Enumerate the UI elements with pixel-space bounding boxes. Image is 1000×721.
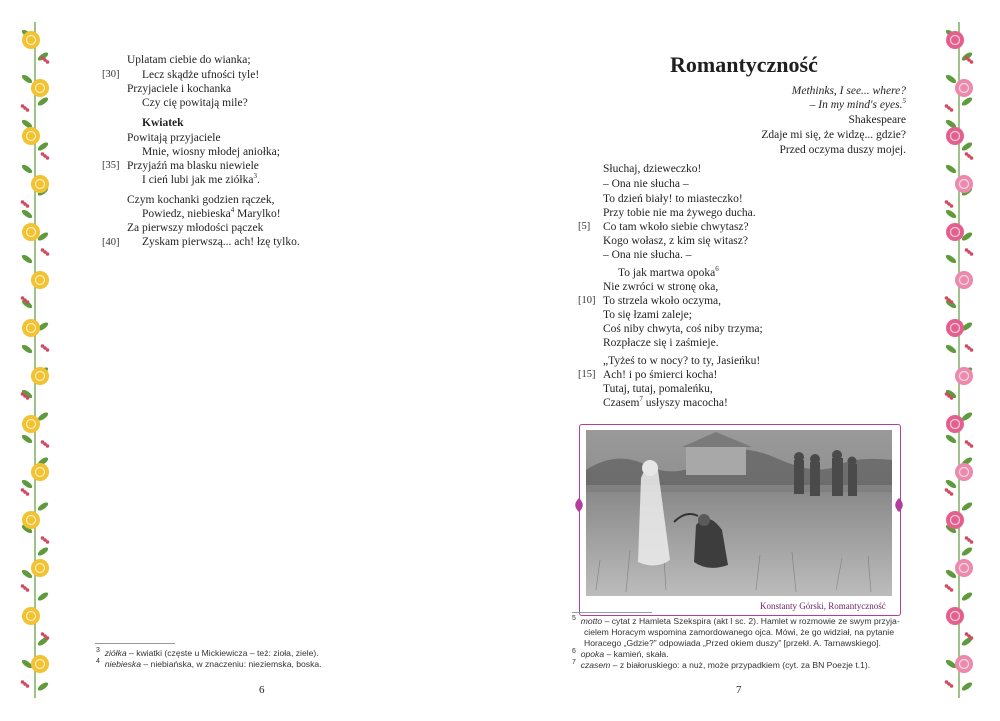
illustration-caption: Konstanty Górski, Romantyczność bbox=[760, 601, 886, 611]
poem-line: Nie zwróci w stronę oka, bbox=[603, 281, 719, 293]
footnote-divider bbox=[95, 643, 175, 644]
speaker-heading: Kwiatek bbox=[142, 117, 184, 129]
motto-author: Shakespeare bbox=[848, 114, 906, 126]
poem-line: Rozpłacze się i zaśmieje. bbox=[603, 337, 719, 349]
poem-line: To dzień biały! to miasteczko! bbox=[603, 193, 743, 205]
poem-line: Tutaj, tutaj, pomaleńku, bbox=[603, 383, 713, 395]
line-number: [35] bbox=[102, 160, 120, 171]
poem-line: Przy tobie nie ma żywego ducha. bbox=[603, 207, 756, 219]
poem-line: Powitają przyjaciele bbox=[127, 132, 221, 144]
line-number: [40] bbox=[102, 237, 120, 248]
poem-line: Powiedz, niebieska$^4$ Marylko! bbox=[142, 206, 281, 220]
poem-line: Ach! i po śmierci kocha! bbox=[603, 369, 718, 381]
poem-line: Przyjaciele i kochanka bbox=[127, 83, 232, 95]
ornament-icon bbox=[893, 497, 905, 513]
poem-line: To się łzami zaleje; bbox=[603, 309, 692, 321]
ornament-icon bbox=[573, 497, 585, 513]
poem-line: To strzela wkoło oczyma, bbox=[603, 295, 721, 307]
poem-line: Za pierwszy młodości pączek bbox=[127, 222, 264, 234]
footnote-ref[interactable]: 7 bbox=[639, 395, 643, 404]
line-number: [15] bbox=[578, 369, 596, 380]
footnote: cielem Horacym wspomina zamordowanego ojca. Mówi, że go widział, na pytanie bbox=[584, 627, 894, 637]
motto-line: Zdaje mi się, że widzę... gdzie? bbox=[761, 129, 906, 141]
footnote: $^4$ niebieska – niebiańska, w znaczeniu: nieziemska, boska. bbox=[96, 658, 322, 669]
poem-line: – Ona nie słucha – bbox=[603, 178, 689, 190]
footnote-ref[interactable]: 4 bbox=[230, 206, 235, 215]
motto-line: Methinks, I see... where? bbox=[791, 85, 906, 97]
motto-line: – In my mind's eyes.$^5$ bbox=[809, 97, 906, 111]
page-number: 7 bbox=[736, 684, 742, 696]
poem-line: To jak martwa opoka$^6$ bbox=[618, 265, 719, 279]
poem-line: Co tam wkoło siebie chwytasz? bbox=[603, 221, 749, 233]
poem-line: Słuchaj, dzieweczko! bbox=[603, 163, 702, 175]
line-number: [10] bbox=[578, 295, 596, 306]
footnote: $^5$ motto – cytat z Hamleta Szekspira (akt I sc. 2). Hamlet w rozmowie ze swym przyja- bbox=[572, 615, 900, 626]
footnote: $^6$ opoka – kamień, skała. bbox=[572, 648, 669, 659]
poem-line: Mnie, wiosny młodej aniołka; bbox=[142, 146, 280, 158]
poem-line: Lecz skądże ufności tyle! bbox=[142, 69, 260, 81]
poem-line: Kogo wołasz, z kim się witasz? bbox=[603, 235, 748, 247]
painting-illustration[interactable] bbox=[586, 430, 892, 596]
motto-line: Przed oczyma duszy mojej. bbox=[779, 144, 906, 156]
poem-line: Zyskam pierwszą... ach! łzę tylko. bbox=[142, 236, 300, 248]
poem-line: I cień lubi jak me ziółka$^3$. bbox=[142, 172, 260, 186]
footnote-ref[interactable]: 3 bbox=[253, 172, 257, 181]
footnote-ref[interactable]: 6 bbox=[715, 265, 719, 274]
poem-line: Coś niby chwyta, coś niby trzyma; bbox=[603, 323, 763, 335]
page-number: 6 bbox=[259, 684, 265, 696]
page-title: Romantyczność bbox=[670, 52, 818, 77]
footnote: Horacego „Gdzie?” odpowiada „Przed okiem duszy” [przekł. A. Tarnawskiego]. bbox=[584, 638, 881, 648]
footnote: $^7$ czasem – z białoruskiego: a nuż, może przypadkiem (cyt. za BN Poezje t.1). bbox=[572, 659, 871, 670]
footnote-divider bbox=[572, 612, 652, 613]
poem-line: Czasem$^7$ usłyszy macocha! bbox=[603, 395, 728, 409]
footnote: $^3$ ziółka – kwiatki (częste u Mickiewicza – też: zioła, ziele). bbox=[96, 647, 319, 658]
poem-line: – Ona nie słucha. – bbox=[603, 249, 692, 261]
poem-line: Przyjaźń ma blasku niewiele bbox=[127, 160, 259, 172]
line-number: [30] bbox=[102, 69, 120, 80]
poem-line: „Tyżeś to w nocy? to ty, Jasieńku! bbox=[603, 355, 761, 367]
poem-line: Czy cię powitają mile? bbox=[142, 97, 248, 109]
poem-line: Czym kochanki godzien rączek, bbox=[127, 194, 275, 206]
poem-line: Uplatam ciebie do wianka; bbox=[127, 54, 251, 66]
footnote-ref[interactable]: 5 bbox=[902, 97, 906, 106]
line-number: [5] bbox=[578, 221, 591, 232]
